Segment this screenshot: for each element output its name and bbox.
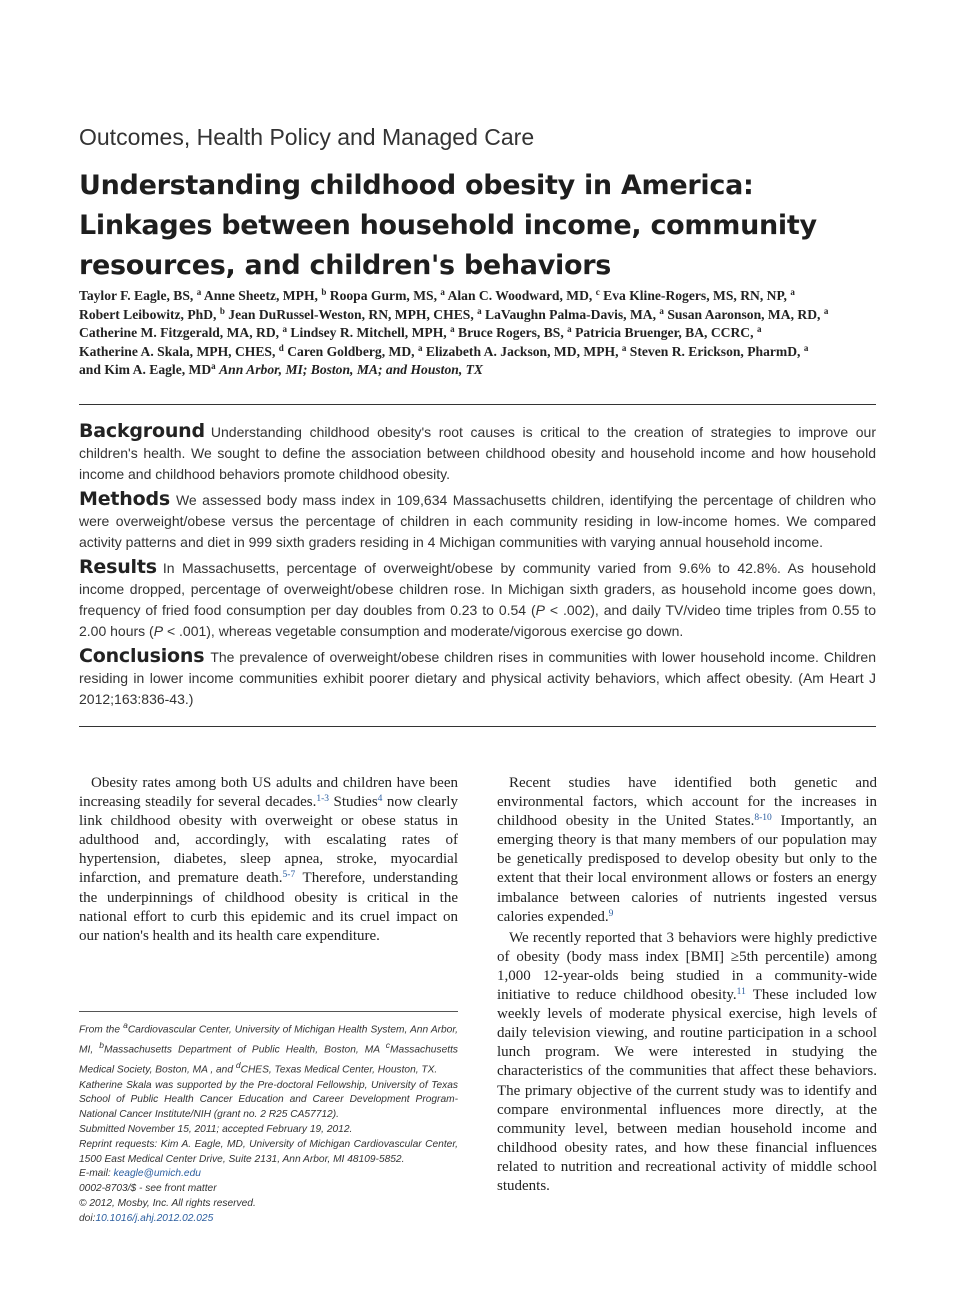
citation-link[interactable]: 9 (608, 908, 614, 919)
author-name: Steven R. Erickson, PharmD, (629, 343, 801, 359)
author-affiliation: a (621, 342, 627, 353)
author-affiliation: a (450, 324, 455, 335)
footnote-text: Massachusetts Medical Society, Boston, MA , and (79, 1044, 458, 1076)
email-link[interactable]: keagle@umich.edu (113, 1168, 201, 1180)
citation-link[interactable]: 5-7 (282, 870, 296, 881)
body-column-right (497, 774, 877, 1198)
author-affiliation: a (417, 342, 423, 353)
body-text: Recent studies have identified both genetic and environmental factors, which account for the increases in childhood obesity in the United States. (497, 775, 877, 830)
body-text: These included low weekly levels of moderate physical exercise, high levels of daily television viewing, and routine participation in a school lunch program. We were interested in studying the characteristics of the communities that affect these behaviors. The primary objective of the current study was to identify and compare environmental influences more directly, at the community level, between median household income and childhood obesity rates, and how these financial influences related to nutrition and recreational activity of middle school students. (497, 987, 877, 1194)
abstract-methods (79, 489, 876, 553)
author-affiliation: a (440, 287, 445, 297)
author-line (79, 306, 879, 325)
author-name: Elizabeth A. Jackson, MD, MPH, (425, 343, 619, 359)
affiliation-marker: c (385, 1040, 391, 1051)
author-name: LaVaughn Palma-Davis, MA, (485, 306, 656, 322)
footnote-text: Massachusetts Department of Public Health, Boston, MA (103, 1044, 386, 1056)
author-affiliation: c (595, 287, 600, 297)
abstract-text: < .001), whereas vegetable consumption and moderate/vigorous exercise go down. (163, 623, 684, 639)
affiliation-marker: d (235, 1060, 241, 1071)
footnote-text: CHES, Texas Medical Center, Houston, TX. (240, 1064, 438, 1076)
abstract-bottom-rule (79, 726, 876, 727)
author-name: Patricia Bruenger, BA, CCRC, (575, 325, 754, 341)
author-affiliation: a (803, 342, 809, 353)
footnote-text: From the (79, 1024, 124, 1036)
abstract-text: < .002), and daily TV/video time triples from 0.55 to 2.00 hours ( (79, 602, 876, 639)
abstract-heading: Results (79, 556, 157, 578)
author-affiliation: a (790, 287, 795, 297)
author-name: Katherine A. Skala, MPH, CHES, (79, 343, 276, 359)
author-name: Alan C. Woodward, MD, (447, 288, 593, 303)
author-affiliation: a (659, 305, 664, 316)
author-name: Eva Kline-Rogers, MS, RN, NP, (603, 288, 787, 303)
citation-link[interactable]: 8-10 (754, 813, 772, 824)
abstract-top-rule (79, 404, 876, 405)
author-name: Caren Goldberg, MD, (287, 343, 415, 359)
author-line (79, 343, 879, 362)
abstract-results (79, 557, 876, 642)
author-affiliation: b (321, 287, 327, 297)
footnote-doi (79, 1212, 458, 1227)
citation-link[interactable]: 11 (736, 987, 746, 998)
journal-section-label: Outcomes, Health Policy and Managed Care (79, 124, 535, 150)
affiliation-marker: b (99, 1040, 104, 1051)
author-locations: Ann Arbor, MI; Boston, MA; and Houston, TX (219, 362, 483, 378)
citation-link[interactable]: 1-3 (316, 794, 330, 805)
abstract-heading: Conclusions (79, 645, 205, 667)
footnotes (79, 1018, 458, 1227)
author-line (79, 324, 879, 343)
author-name: Lindsey R. Mitchell, MPH, (290, 325, 447, 341)
body-text: We recently reported that 3 behaviors were highly predictive of obesity (body mass index [BMI] ≥5th percentile) among 1,000 12-year-olds being studied in a community-wide initiative to reduce childhood obesity. (497, 929, 877, 1004)
abstract-heading: Methods (79, 488, 170, 510)
body-text: Therefore, understanding the underpinnings of childhood obesity is critical in the national effort to curb this epidemic and its cruel impact on our nation's health and its health care expenditure. (79, 870, 458, 944)
footnote-rule (79, 1011, 458, 1012)
abstract (79, 421, 876, 714)
author-affiliation: a (211, 361, 216, 372)
body-text: Obesity rates among both US adults and children have been increasing steadily for several decades. (79, 775, 458, 811)
abstract-text: We assessed body mass index in 109,634 Massachusetts children, identifying the percentage of children who were overweight/obese versus the percentage of children in each community residing in low-income homes. We compared activity patterns and diet in 999 sixth graders residing in 4 Michigan communities with varying annual household income. (79, 492, 876, 550)
article-title-line: Understanding childhood obesity in America: (79, 170, 754, 201)
doi-link[interactable]: 10.1016/j.ahj.2012.02.025 (95, 1212, 214, 1224)
footnote-submitted: Submitted November 15, 2011; accepted February 19, 2012. (79, 1123, 353, 1135)
citation-link[interactable]: 4 (377, 794, 383, 805)
author-name: Susan Aaronson, MA, RD, (667, 306, 821, 322)
body-text: Studies (329, 794, 378, 811)
body-paragraph (497, 929, 877, 1196)
abstract-background (79, 421, 876, 485)
abstract-text: In Massachusetts, percentage of overweight/obese by community varied from 9.6% to 42.8%. As household income dropped, percentage of overweight/obese children rose. In Michigan sixth graders, as household income goes down, frequency of fried food consumption per day doubles from 0.23 to 0.54 ( (79, 560, 876, 618)
article-title-line: resources, and children's behaviors (79, 250, 612, 281)
footnote-issn: 0002-8703/$ - see front matter (79, 1183, 217, 1195)
abstract-text: Understanding childhood obesity's root causes is critical to the creation of strategies to improve our children's health. We sought to define the association between childhood obesity and household income and how household income and childhood behaviors promote childhood obesity. (79, 424, 876, 482)
affiliation-marker: a (123, 1020, 128, 1030)
author-line (79, 287, 879, 306)
footnote-support: Katherine Skala was supported by the Pre-doctoral Fellowship, University of Texas School of Public Health Cancer Education and Career Development Program-National Cancer Institute/NIH (grant no. 2 R25 CA57712). (79, 1079, 458, 1121)
author-affiliation: d (278, 342, 284, 353)
footnote-email (79, 1167, 458, 1182)
footnote-text: Cardiovascular Center, University of Michigan Health System, Ann Arbor, MI, (79, 1024, 459, 1056)
author-affiliation: a (477, 305, 482, 316)
body-text: Importantly, an emerging theory is that many members of our population may be genetically predisposed to develop obesity but only to the extent that their local environment allows or fosters an energy imbalance between calories of nutrients ingested versus calories expended. (497, 813, 877, 925)
abstract-heading: Background (79, 420, 205, 442)
author-affiliation: a (756, 324, 762, 335)
footnote-affiliations (79, 1018, 458, 1079)
body-paragraph (497, 774, 877, 927)
author-line (79, 361, 879, 380)
p-value-symbol: P (153, 623, 164, 639)
author-name: Catherine M. Fitzgerald, MA, RD, (79, 325, 280, 341)
abstract-text: The prevalence of overweight/obese children rises in communities with lower household income. Children residing in lower income communities exhibit poorer dietary and physical activity behaviors, which affect obesity. (Am Heart J 2012;163:836-43.) (79, 649, 876, 707)
author-list (79, 287, 879, 380)
footnote-copyright: © 2012, Mosby, Inc. All rights reserved. (79, 1197, 256, 1209)
footnote-text: E-mail: (79, 1168, 114, 1180)
body-paragraph (79, 774, 458, 946)
author-name: Bruce Rogers, BS, (458, 325, 564, 341)
footnote-reprints: Reprint requests: Kim A. Eagle, MD, University of Michigan Cardiovascular Center, 1500 East Medical Center Drive, Suite 2131, Ann Arbor, MI 48109-5852. (79, 1138, 458, 1165)
abstract-conclusions (79, 646, 876, 710)
body-text: now clearly link childhood obesity with overweight or obese status in adulthood and, accordingly, with escalating rates of hypertension, diabetes, sleep apnea, stroke, myocardial infarction, and premature death. (79, 794, 458, 887)
author-name: Robert Leibowitz, PhD, (79, 306, 217, 322)
author-affiliation: a (196, 287, 202, 297)
author-affiliation: a (823, 305, 829, 316)
p-value-symbol: P (535, 602, 546, 618)
author-affiliation: a (567, 324, 572, 335)
footnote-text: doi: (79, 1212, 96, 1224)
author-name: and Kim A. Eagle, MD (79, 362, 212, 378)
author-name: Roopa Gurm, MS, (329, 288, 437, 303)
author-affiliation: b (219, 305, 225, 316)
author-affiliation: a (282, 324, 287, 335)
author-name: Jean DuRussel-Weston, RN, MPH, CHES, (228, 306, 474, 322)
article-title-line: Linkages between household income, community (79, 210, 817, 241)
author-name: Anne Sheetz, MPH, (203, 288, 318, 303)
article-title (79, 166, 899, 286)
author-name: Taylor F. Eagle, BS, (79, 288, 194, 303)
body-column-left (79, 774, 458, 948)
